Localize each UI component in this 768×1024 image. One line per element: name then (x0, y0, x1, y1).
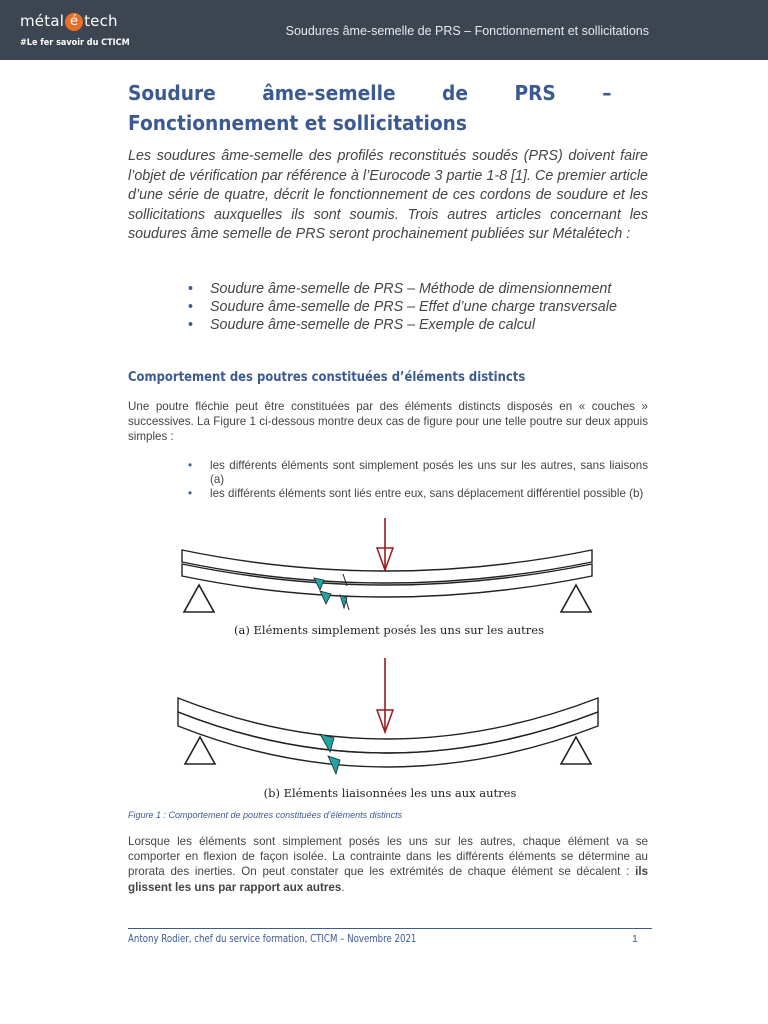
paragraph-behaviour (128, 834, 648, 895)
logo-text-left: métal (20, 12, 65, 30)
footer-divider (128, 928, 652, 929)
figure-label-a: (a) Eléments simplement posés les uns sur les autres (234, 623, 544, 637)
intro-paragraph: Les soudures âme-semelle des profilés reconstitués soudés (PRS) doivent faire l’objet de vérification par référence à l’Eurocode 3 partie 1-8 [1]. Ce premier article d’une série de quatre, décrit le fonctionnement de ces cordons de soudure et les sollicitations auxquelles ils sont soumis. Trois autres articles concernant les soudures âme semelle de PRS seront prochainement publiées sur Métalétech : (128, 148, 648, 242)
article-title: Soudure âme-semelle de PRS – Fonctionnement et sollicitations (128, 81, 612, 135)
series-item: • Soudure âme-semelle de PRS – Méthode de dimensionnement (188, 280, 658, 298)
weld-mark-b2 (328, 756, 340, 774)
page-header (0, 0, 768, 60)
figure-caption: Figure 1 : Comportement de poutres constituées d’éléments distincts (128, 810, 403, 820)
section-heading: Comportement des poutres constituées d’éléments distincts (128, 369, 526, 385)
logo-e-circle: é (65, 13, 83, 31)
header-title: Soudures âme-semelle de PRS – Fonctionnement et sollicitations (285, 24, 649, 38)
case-item: • les différents éléments sont simplement posés les uns sur les autres, sans liaisons (a) (188, 459, 648, 487)
beam-diagram (170, 512, 610, 808)
header-tagline: #Le fer savoir du CTICM (20, 38, 130, 48)
series-item: • Soudure âme-semelle de PRS – Effet d’une charge transversale (188, 298, 658, 316)
series-item: • Soudure âme-semelle de PRS – Exemple de calcul (188, 316, 658, 334)
support-a-left (184, 585, 214, 612)
paragraph-behaviour-end: . (341, 880, 345, 894)
series-list (188, 280, 658, 334)
footer-author: Antony Rodier, chef du service formation, CTICM – Novembre 2021 (128, 933, 417, 945)
page-number: 1 (632, 933, 638, 945)
paragraph-intro-beams: Une poutre fléchie peut être constituées par des éléments distincts disposés en « couches » successives. La Figure 1 ci-dessous montre deux cas de figure pour une telle poutre sur deux appuis simples : (128, 400, 648, 444)
case-item: • les différents éléments sont liés entre eux, sans déplacement différentiel possible (b) (188, 487, 648, 501)
case-a-group (182, 518, 592, 637)
slip-line-a2 (346, 600, 349, 610)
support-b-left (185, 737, 215, 764)
figure-label-b: (b) Eléments liaisonnées les uns aux autres (263, 786, 517, 800)
paragraph-behaviour-bold: ils glissent les uns par rapport aux autres (128, 865, 648, 894)
support-b-right (561, 737, 591, 764)
cases-list (188, 459, 648, 502)
metaletech-logo (20, 12, 118, 31)
logo-text-right: tech (84, 12, 118, 30)
paragraph-behaviour-text: Lorsque les éléments sont simplement posés les uns sur les autres, chaque élément va se comporter en flexion de façon isolée. La contrainte dans les différents éléments se détermine au prorata des inerties. On peut constater que les extrémités de chaque élément se décalent : (128, 835, 648, 879)
beam-figure (170, 512, 610, 808)
case-b-group (178, 658, 598, 800)
support-a-right (561, 585, 591, 612)
